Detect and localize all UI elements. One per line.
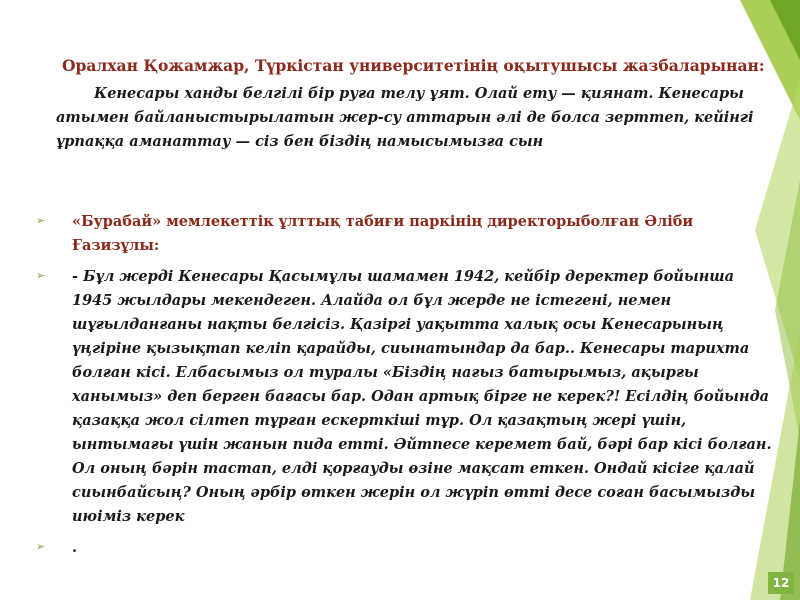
- bullet-list: [36, 210, 776, 567]
- bullet-text: «Бурабай» мемлекеттік ұлттық табиғи паркінің директорыболған Әліби Ғазизұлы:: [72, 213, 694, 254]
- quote-paragraph: Кенесары ханды белгілі бір руға телу ұят. Олай ету — қиянат. Кенесары атымен байланыстырылатын жер-су аттарын әлі де болса зерттеп, кейінгі ұрпаққа аманаттау — сіз бен біздің намысымызға сын: [56, 85, 754, 150]
- bullet-item: [36, 536, 776, 560]
- arrow-bullet-icon: ➢: [36, 214, 46, 227]
- bullet-item: [36, 265, 776, 529]
- bullet-item: [36, 210, 776, 258]
- arrow-bullet-icon: ➢: [36, 540, 46, 553]
- bullet-text: .: [72, 539, 78, 556]
- source-heading: Оралхан Қожамжар, Түркістан университетінің оқытушысы жазбаларынан:: [62, 56, 765, 75]
- bullet-text: - Бұл жерді Кенесары Қасымұлы шамамен 1942, кейбір деректер бойынша 1945 жылдары мекендеген. Алайда ол бұл жерде не істегені, немен шұғылданғаны нақты белгісіз. Қазіргі уақытта халық осы Кенесарының үңгіріне қызықтап келіп қарайды, сиынатындар да бар.. Кенесары тарихта болған кісі. Елбасымыз ол туралы «Біздің нағыз батырымыз, ақырғы ханымыз» деп берген бағасы бар. Одан артық бірге не керек?! Есілдің бойында қазаққа жол сілтеп тұрған ескерткіші тұр. Ол қазақтың жері үшін, ынтымағы үшін жанын пида етті. Әйтпесе керемет бай, бәрі бар кісі болған. Ол оның бәрін тастап, елді қорғауды өзіне мақсат еткен. Ондай кісіге қалай сиынбайсың? Оның әрбір өткен жерін ол жүріп өтті десе соған басымызды июіміз керек: [72, 268, 772, 525]
- arrow-bullet-icon: ➢: [36, 269, 46, 282]
- slide-number-badge: 12: [768, 572, 794, 594]
